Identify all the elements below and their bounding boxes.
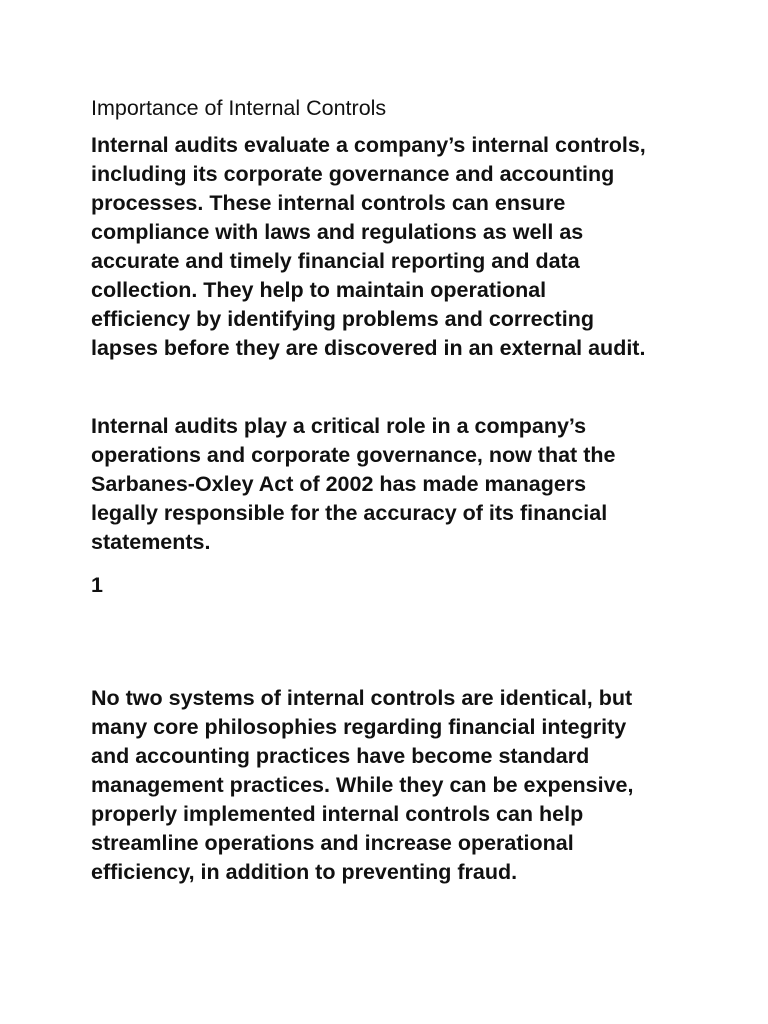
paragraph-line: Internal audits evaluate a company’s internal controls,	[91, 133, 646, 157]
paragraph-line: compliance with laws and regulations as well as	[91, 220, 584, 244]
paragraph-line: statements.	[91, 530, 211, 554]
paragraph-critical-role	[91, 412, 691, 557]
paragraph-line: No two systems of internal controls are identical, but	[91, 686, 633, 710]
paragraph-line: properly implemented internal controls can help	[91, 802, 584, 826]
page-number: 1	[91, 573, 103, 597]
paragraph-line: processes. These internal controls can ensure	[91, 191, 566, 215]
paragraph-internal-audits-evaluate	[91, 131, 691, 363]
paragraph-line: lapses before they are discovered in an external audit.	[91, 336, 646, 360]
paragraph-line: accurate and timely financial reporting and data	[91, 249, 580, 273]
paragraph-line: including its corporate governance and accounting	[91, 162, 615, 186]
paragraph-line: efficiency, in addition to preventing fraud.	[91, 860, 518, 884]
paragraph-line: efficiency by identifying problems and correcting	[91, 307, 594, 331]
paragraph-line: collection. They help to maintain operational	[91, 278, 547, 302]
paragraph-line: legally responsible for the accuracy of its financial	[91, 501, 608, 525]
paragraph-line: and accounting practices have become standard	[91, 744, 590, 768]
paragraph-line: streamline operations and increase operational	[91, 831, 574, 855]
paragraph-no-two-systems	[91, 684, 691, 887]
paragraph-line: management practices. While they can be expensive,	[91, 773, 634, 797]
paragraph-line: many core philosophies regarding financial integrity	[91, 715, 627, 739]
paragraph-line: Sarbanes-Oxley Act of 2002 has made managers	[91, 472, 587, 496]
paragraph-line: Internal audits play a critical role in a company’s	[91, 414, 587, 438]
document-heading: Importance of Internal Controls	[91, 96, 387, 120]
paragraph-line: operations and corporate governance, now that the	[91, 443, 616, 467]
